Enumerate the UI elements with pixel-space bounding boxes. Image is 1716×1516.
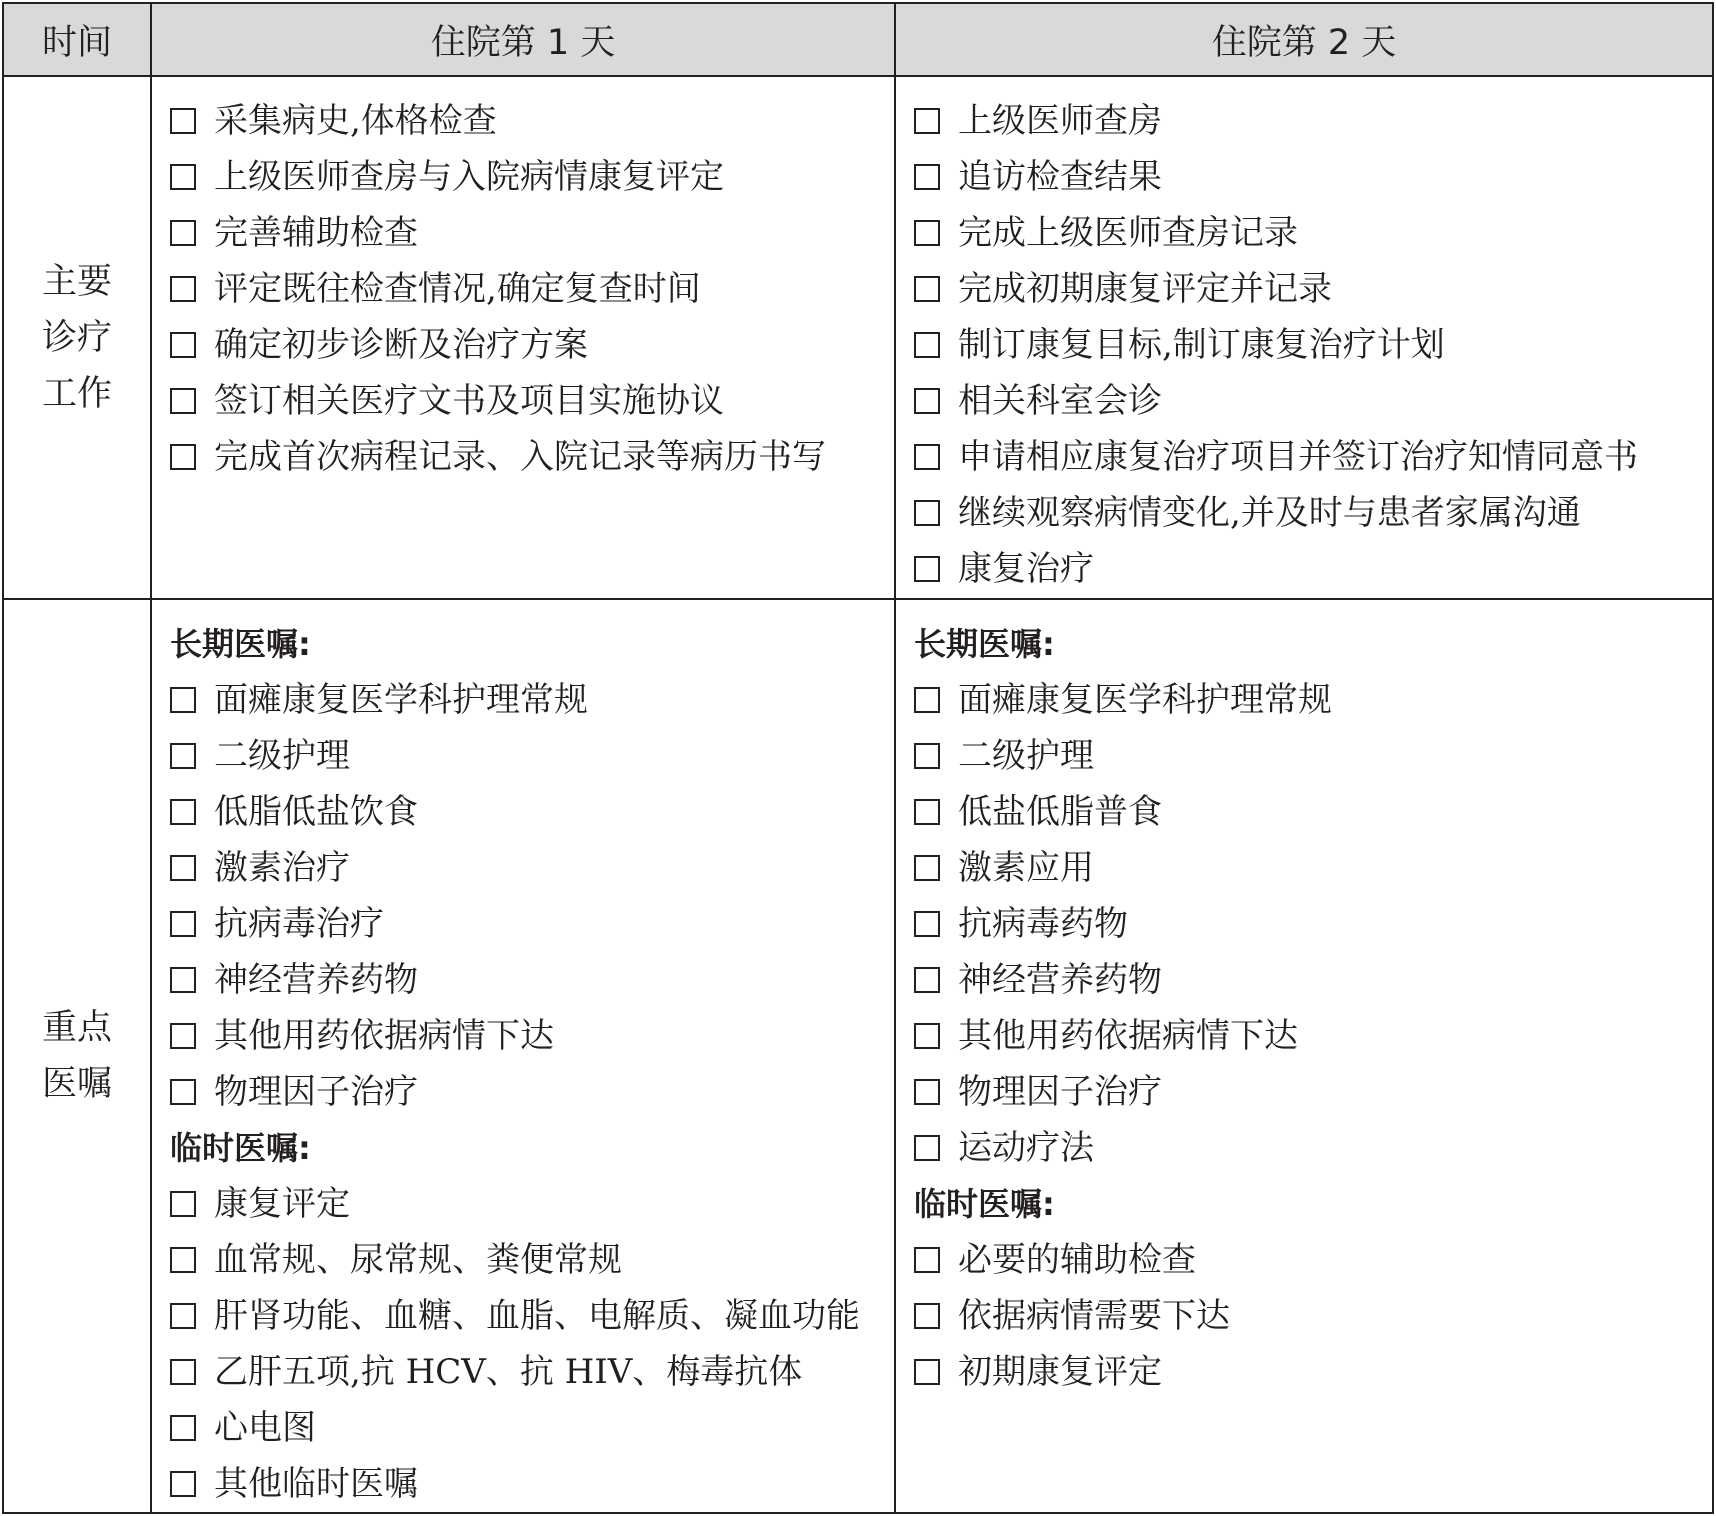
checklist-item — [170, 1288, 894, 1344]
checklist-item-label: 上级医师查房 — [958, 101, 1162, 141]
checklist-item-label: 其他用药依据病情下达 — [214, 1016, 554, 1056]
checklist-item — [170, 1400, 894, 1456]
checklist-item-label: 初期康复评定 — [958, 1352, 1162, 1392]
checklist-item-label: 完善辅助检查 — [214, 213, 418, 253]
checklist-item — [170, 1064, 894, 1120]
checklist-item — [914, 896, 1712, 952]
checklist-item — [914, 952, 1712, 1008]
checklist-item — [170, 429, 894, 485]
checkbox[interactable] — [914, 108, 940, 134]
main-work-row — [3, 76, 1713, 599]
checklist-item — [170, 952, 894, 1008]
checklist-item — [914, 429, 1712, 485]
checklist-item — [914, 784, 1712, 840]
checklist-item-label: 血常规、尿常规、粪便常规 — [214, 1240, 622, 1280]
checklist-item-label: 面瘫康复医学科护理常规 — [958, 680, 1332, 720]
checkbox[interactable] — [170, 1359, 196, 1385]
checkbox[interactable] — [170, 164, 196, 190]
checkbox[interactable] — [914, 687, 940, 713]
checklist-item-label: 低脂低盐饮食 — [214, 792, 418, 832]
orders-day2 — [895, 599, 1713, 1513]
checklist-item-label: 上级医师查房与入院病情康复评定 — [214, 157, 724, 197]
checklist-item — [914, 840, 1712, 896]
checklist-item-label: 康复治疗 — [958, 549, 1094, 589]
checkbox[interactable] — [914, 1247, 940, 1273]
checklist-item-label: 确定初步诊断及治疗方案 — [214, 325, 588, 365]
main-work-label — [3, 76, 151, 599]
checkbox[interactable] — [170, 108, 196, 134]
checklist-item — [170, 896, 894, 952]
checklist-item-label: 制订康复目标,制订康复治疗计划 — [958, 325, 1445, 365]
checkbox[interactable] — [170, 1247, 196, 1273]
checkbox[interactable] — [914, 388, 940, 414]
checklist-item — [914, 728, 1712, 784]
checkbox[interactable] — [170, 1191, 196, 1217]
checklist-item-label: 完成首次病程记录、入院记录等病历书写 — [214, 437, 826, 477]
checklist-item — [170, 728, 894, 784]
main-work-label-line: 主要 — [41, 261, 112, 302]
checklist-item — [914, 1288, 1712, 1344]
checkbox[interactable] — [914, 855, 940, 881]
checklist-item-label: 肝肾功能、血糖、血脂、电解质、凝血功能 — [214, 1296, 860, 1336]
header-row — [3, 3, 1713, 76]
clinical-pathway-table — [2, 2, 1714, 1514]
checkbox[interactable] — [914, 500, 940, 526]
orders-day1 — [151, 599, 895, 1513]
checklist-item-label: 抗病毒药物 — [958, 904, 1128, 944]
checklist-item-label: 二级护理 — [214, 736, 350, 776]
temporary-orders-heading: 临时医嘱: — [170, 1129, 311, 1167]
checklist-item — [170, 205, 894, 261]
checkbox[interactable] — [914, 556, 940, 582]
checkbox[interactable] — [170, 444, 196, 470]
checkbox[interactable] — [170, 220, 196, 246]
checkbox[interactable] — [914, 444, 940, 470]
checkbox[interactable] — [170, 1079, 196, 1105]
checklist-item-label: 依据病情需要下达 — [958, 1296, 1230, 1336]
checklist-item — [914, 93, 1712, 149]
checklist-item-label: 激素应用 — [958, 848, 1094, 888]
checklist-item-label: 运动疗法 — [958, 1128, 1094, 1168]
checkbox[interactable] — [914, 1359, 940, 1385]
orders-row — [3, 599, 1713, 1513]
checklist-item — [170, 840, 894, 896]
checklist-item-label: 神经营养药物 — [958, 960, 1162, 1000]
checklist-item — [914, 1064, 1712, 1120]
checklist-item-label: 其他临时医嘱 — [214, 1464, 418, 1504]
checklist-item-label: 心电图 — [214, 1408, 316, 1448]
checklist-item-label: 采集病史,体格检查 — [214, 101, 497, 141]
checkbox[interactable] — [170, 967, 196, 993]
checkbox[interactable] — [170, 332, 196, 358]
checklist-item-label: 二级护理 — [958, 736, 1094, 776]
long-term-orders-heading: 长期医嘱: — [170, 625, 311, 663]
checklist-item-label: 追访检查结果 — [958, 157, 1162, 197]
checkbox[interactable] — [170, 799, 196, 825]
checklist-item — [170, 1456, 894, 1512]
checkbox[interactable] — [170, 1471, 196, 1497]
checkbox[interactable] — [914, 164, 940, 190]
checkbox[interactable] — [914, 1023, 940, 1049]
checklist-item-label: 激素治疗 — [214, 848, 350, 888]
checkbox[interactable] — [914, 799, 940, 825]
checklist-item — [170, 373, 894, 429]
checklist-item-label: 签订相关医疗文书及项目实施协议 — [214, 381, 724, 421]
checkbox[interactable] — [914, 1303, 940, 1329]
checkbox[interactable] — [914, 220, 940, 246]
checkbox[interactable] — [914, 276, 940, 302]
checklist-item-label: 评定既往检查情况,确定复查时间 — [214, 269, 701, 309]
checklist-item-label: 低盐低脂普食 — [958, 792, 1162, 832]
checklist-item — [914, 1232, 1712, 1288]
checklist-item-label: 继续观察病情变化,并及时与患者家属沟通 — [958, 493, 1581, 533]
checkbox[interactable] — [170, 743, 196, 769]
checklist-item — [170, 1232, 894, 1288]
checklist-item-label: 必要的辅助检查 — [958, 1240, 1196, 1280]
checklist-item-label: 物理因子治疗 — [958, 1072, 1162, 1112]
checklist-item-label: 神经营养药物 — [214, 960, 418, 1000]
checklist-item-label: 康复评定 — [214, 1184, 350, 1224]
checklist-item — [914, 373, 1712, 429]
main-work-day1 — [151, 76, 895, 599]
checklist-item — [914, 1344, 1712, 1400]
checklist-item — [170, 149, 894, 205]
checklist-item-label: 完成上级医师查房记录 — [958, 213, 1298, 253]
checkbox[interactable] — [170, 276, 196, 302]
checklist-item-label: 完成初期康复评定并记录 — [958, 269, 1332, 309]
checklist-item — [170, 1008, 894, 1064]
header-day2: 住院第 2 天 — [895, 3, 1713, 76]
header-day1: 住院第 1 天 — [151, 3, 895, 76]
checklist-item — [914, 672, 1712, 728]
temporary-orders-heading: 临时医嘱: — [914, 1185, 1055, 1223]
checkbox[interactable] — [170, 388, 196, 414]
header-time: 时间 — [3, 3, 151, 76]
checklist-item — [170, 317, 894, 373]
checklist-item-label: 乙肝五项,抗 HCV、抗 HIV、梅毒抗体 — [214, 1352, 803, 1392]
checklist-item — [914, 1008, 1712, 1064]
checkbox[interactable] — [170, 911, 196, 937]
orders-label-line: 重点 — [41, 1008, 112, 1048]
checkbox[interactable] — [914, 1135, 940, 1161]
checklist-item-label: 其他用药依据病情下达 — [958, 1016, 1298, 1056]
checklist-item — [914, 149, 1712, 205]
main-work-day2 — [895, 76, 1713, 599]
orders-label — [3, 599, 151, 1513]
checklist-item — [170, 1344, 894, 1400]
checklist-item-label: 抗病毒治疗 — [214, 904, 384, 944]
checklist-item-label: 申请相应康复治疗项目并签订治疗知情同意书 — [958, 437, 1638, 477]
checkbox[interactable] — [914, 332, 940, 358]
orders-label-line: 医嘱 — [41, 1064, 112, 1104]
checklist-item — [170, 672, 894, 728]
checklist-item-label: 面瘫康复医学科护理常规 — [214, 680, 588, 720]
checkbox[interactable] — [170, 1415, 196, 1441]
checklist-item — [914, 485, 1712, 541]
checklist-item — [914, 317, 1712, 373]
checkbox[interactable] — [914, 911, 940, 937]
checklist-item — [914, 205, 1712, 261]
main-work-label-line: 工作 — [41, 373, 112, 414]
checkbox[interactable] — [914, 743, 940, 769]
checkbox[interactable] — [170, 1303, 196, 1329]
main-work-label-line: 诊疗 — [41, 317, 112, 358]
checklist-item — [170, 1176, 894, 1232]
checklist-item — [914, 261, 1712, 317]
checklist-item-label: 相关科室会诊 — [958, 381, 1162, 421]
checklist-item — [170, 261, 894, 317]
checklist-item — [914, 541, 1712, 597]
checklist-item — [170, 784, 894, 840]
checklist-item — [170, 93, 894, 149]
checkbox[interactable] — [914, 1079, 940, 1105]
checkbox[interactable] — [914, 967, 940, 993]
long-term-orders-heading: 长期医嘱: — [914, 625, 1055, 663]
checkbox[interactable] — [170, 855, 196, 881]
checklist-item — [914, 1120, 1712, 1176]
checklist-item-label: 物理因子治疗 — [214, 1072, 418, 1112]
checkbox[interactable] — [170, 687, 196, 713]
checkbox[interactable] — [170, 1023, 196, 1049]
